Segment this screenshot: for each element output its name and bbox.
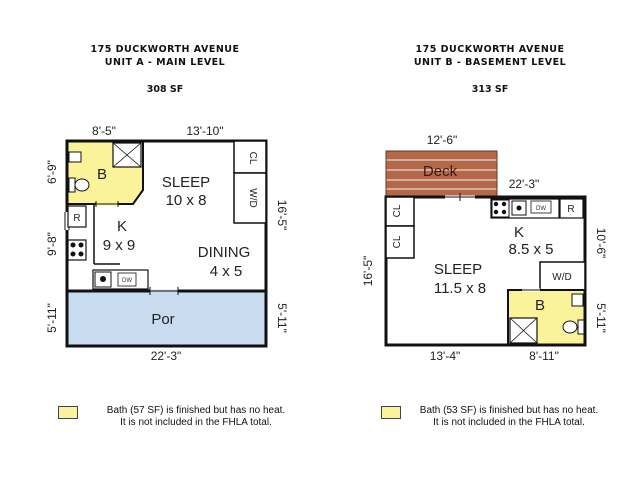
- unit-b-kitchen-label: K: [513, 224, 525, 241]
- unit-a-address: 175 DUCKWORTH AVENUE: [90, 44, 240, 55]
- unit-a-level: UNIT A - MAIN LEVEL: [104, 57, 226, 68]
- unit-a-plan: [45, 124, 289, 363]
- unit-b-dim-deck-top: 12'-6": [426, 133, 458, 147]
- unit-b-closet-1-label: CL: [392, 204, 403, 218]
- legend-a: [86, 405, 306, 429]
- unit-b-plan: [361, 133, 608, 363]
- unit-a-dining-size: 4 x 5: [209, 263, 243, 280]
- unit-a-stove-icon: [68, 240, 86, 260]
- unit-a-dim-right-bottom: 5'-11": [275, 303, 289, 333]
- unit-b-bath-label: B: [534, 297, 546, 314]
- unit-a-dim-right-mid: 16'-5": [275, 199, 289, 231]
- legend-a-swatch: [58, 406, 78, 419]
- unit-b-sleep-label: SLEEP: [433, 261, 483, 278]
- unit-b-stove-icon: [492, 200, 509, 217]
- unit-a-fridge-label: R: [73, 213, 81, 224]
- unit-a-toilet-icon: [69, 178, 89, 192]
- unit-a-bath-label: B: [96, 166, 108, 183]
- unit-a-porch-label: Por: [151, 311, 175, 328]
- unit-a-area: 308 SF: [146, 84, 184, 95]
- unit-a-dim-bottom: 22'-3": [150, 349, 182, 363]
- unit-a-wd-label: W/D: [247, 188, 258, 208]
- unit-b-shower-icon: [510, 318, 537, 343]
- unit-b-sink-icon: [572, 294, 583, 306]
- unit-b-dim-left: 16'-5": [361, 255, 375, 287]
- unit-a-closet-label: CL: [247, 151, 258, 165]
- unit-b-deck-label: Deck: [422, 163, 458, 180]
- unit-a-kitchen-label: K: [116, 218, 128, 235]
- legend-b-line2: It is not included in the FHLA total.: [433, 417, 585, 428]
- unit-b-toilet-icon: [563, 320, 584, 334]
- unit-a-dw-label: DW: [122, 278, 132, 284]
- unit-a-sink-icon: [69, 152, 81, 162]
- unit-b-level: UNIT B - BASEMENT LEVEL: [413, 57, 567, 68]
- unit-b-fridge-label: R: [567, 204, 575, 215]
- unit-b-dim-bottom-left: 13'-4": [429, 349, 461, 363]
- legend-a-line1: Bath (57 SF) is finished but has no heat.: [106, 405, 286, 416]
- unit-b-wd-label: W/D: [552, 272, 572, 283]
- unit-b-area: 313 SF: [471, 84, 509, 95]
- unit-a-dining-label: DINING: [197, 244, 251, 261]
- unit-b-dim-bottom-right: 8'-11": [529, 349, 559, 363]
- unit-b-kitchen-size: 8.5 x 5: [508, 241, 554, 258]
- unit-b-closet-2-label: CL: [392, 235, 403, 249]
- legend-a-line2: It is not included in the FHLA total.: [120, 417, 272, 428]
- unit-a-dim-top-left: 8'-5": [92, 124, 116, 138]
- unit-b-dim-right-mid: 10'-6": [594, 227, 608, 259]
- legend-b-line1: Bath (53 SF) is finished but has no heat.: [419, 405, 599, 416]
- unit-a-sleep-size: 10 x 8: [165, 192, 207, 209]
- unit-a-dim-top-right: 13'-10": [186, 124, 224, 138]
- unit-a-dim-left-top: 6'-9": [45, 160, 59, 184]
- unit-b-dim-top-right: 22'-3": [508, 177, 540, 191]
- legend-b-swatch: [381, 406, 401, 419]
- unit-a-dim-left-bottom: 5'-11": [45, 303, 59, 333]
- unit-a-sleep-label: SLEEP: [161, 174, 211, 191]
- unit-b-dw-label: DW: [536, 206, 546, 212]
- unit-a-dim-left-mid: 9'-8": [45, 232, 59, 256]
- legend-b: [404, 405, 614, 429]
- unit-b-dim-right-bottom: 5'-11": [594, 303, 608, 333]
- unit-a-kitchen-size: 9 x 9: [102, 237, 136, 254]
- unit-b-address: 175 DUCKWORTH AVENUE: [415, 44, 565, 55]
- unit-b-sleep-size: 11.5 x 8: [433, 280, 487, 297]
